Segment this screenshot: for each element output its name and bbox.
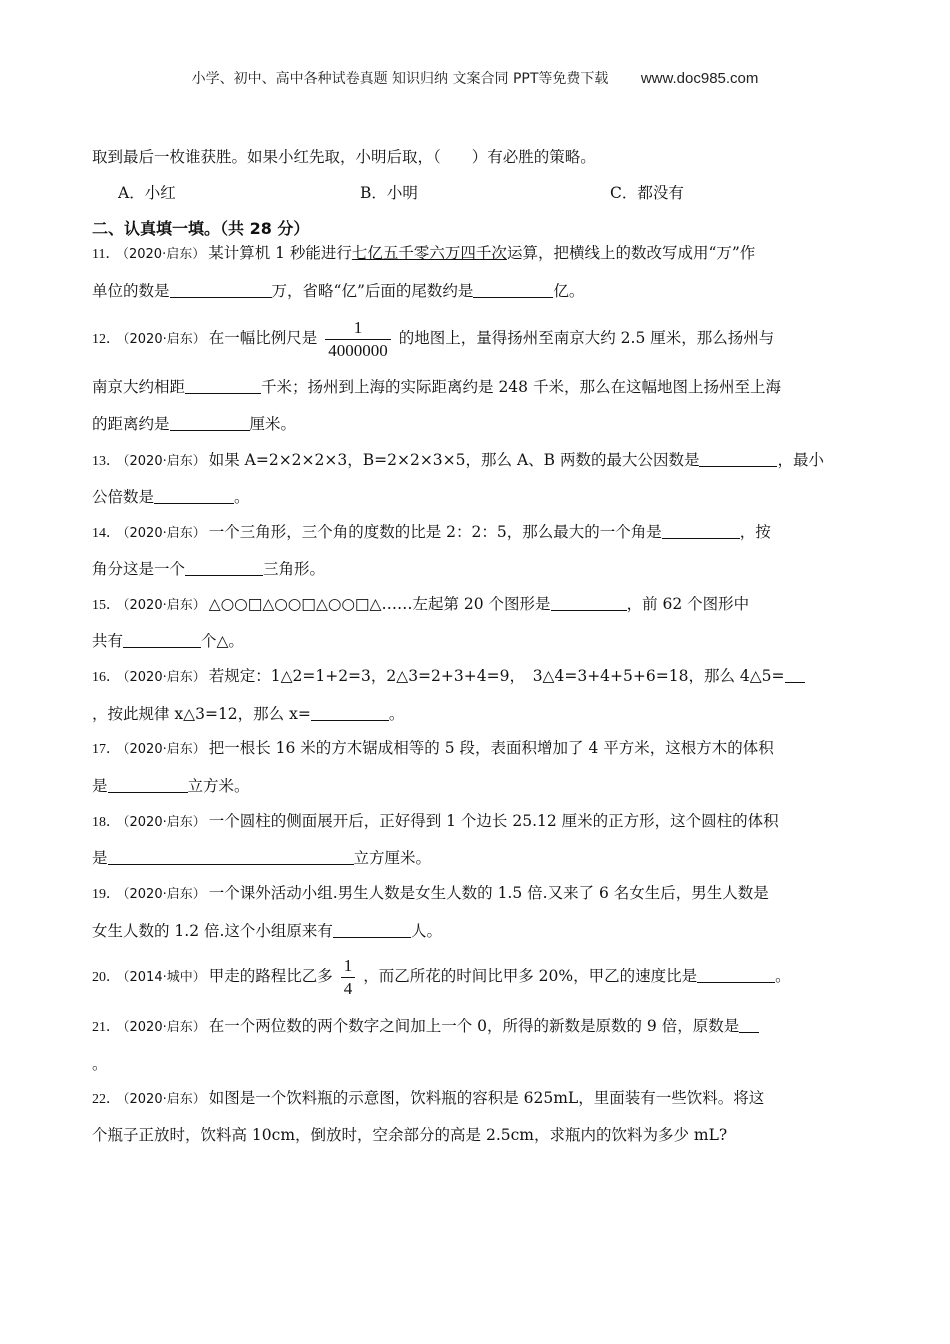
answer-blank[interactable] — [123, 631, 201, 648]
q19-source: （2020·启东） — [123, 887, 206, 902]
answer-blank[interactable] — [739, 1016, 759, 1033]
q10-option-b: B．小明 — [360, 184, 418, 202]
q11-text-b: 运算，把横线上的数改写成用“万”作 — [506, 244, 756, 262]
q11-underlined: 七亿五千零六万四千次 — [351, 244, 507, 262]
q22-text-c: 个瓶子正放时，饮料高 10cm，倒放时，空余部分的高是 2.5cm，求瓶内的饮料为多少 mL? — [92, 1126, 728, 1144]
answer-blank[interactable] — [185, 377, 261, 394]
q11-text-a: 某计算机 1 秒能进行 — [208, 244, 352, 262]
q11-source: （2020·启东） — [122, 247, 206, 262]
q14-line1 — [92, 521, 862, 545]
q16-line2 — [92, 703, 862, 725]
q12-text-b: 的地图上，量得扬州至南京大约 2.5 厘米，那么扬州与 — [398, 329, 775, 347]
answer-blank[interactable] — [473, 281, 553, 298]
q15-line1 — [92, 593, 862, 617]
q22-line1 — [92, 1087, 862, 1111]
q22-number: 22． — [92, 1092, 120, 1107]
q14-text-c: 角分这是一个 — [92, 560, 186, 578]
q13-source: （2020·启东） — [123, 454, 206, 469]
q16-number: 16． — [92, 670, 120, 685]
q13-text-d: 。 — [234, 488, 250, 506]
q18-text-d: 立方厘米。 — [353, 849, 432, 867]
q20-text-a: 甲走的路程比乙多 — [208, 967, 333, 985]
q18-line1 — [92, 810, 862, 834]
q16-source: （2020·启东） — [123, 670, 206, 685]
q14-source: （2020·启东） — [123, 526, 206, 541]
answer-blank[interactable] — [699, 450, 777, 467]
q10-option-a: A．小红 — [118, 184, 176, 202]
answer-blank[interactable] — [154, 487, 234, 504]
q17-text-a: 把一根长 16 米的方木锯成相等的 5 段，表面积增加了 4 平方米，这根方木的体积 — [208, 739, 774, 757]
q18-line2 — [92, 847, 862, 869]
q10-line — [92, 146, 862, 168]
quarter-fraction — [341, 955, 356, 1000]
header-text: 小学、初中、高中各种试卷真题 知识归纳 文案合同 PPT等免费下载 — [191, 71, 609, 87]
q15-source: （2020·启东） — [123, 598, 206, 613]
q12-text-f: 厘米。 — [249, 415, 297, 433]
q15-text-b: ，前 62 个图形中 — [626, 595, 750, 613]
answer-blank[interactable] — [333, 921, 411, 938]
q11-text-c: 单位的数是 — [92, 282, 170, 300]
q18-text-c: 是 — [92, 849, 108, 867]
q16-text-c: ，按此规律 x△3=12，那么 x= — [92, 705, 311, 723]
fraction-numerator: 1 — [325, 317, 391, 340]
q21-text-c: 。 — [92, 1055, 108, 1073]
q19-text-d: 人。 — [410, 922, 442, 940]
q21-source: （2020·启东） — [123, 1020, 206, 1035]
q12-text-d: 千米；扬州到上海的实际距离约是 248 千米，那么在这幅地图上扬州至上海 — [261, 378, 781, 396]
q21-line2 — [92, 1053, 862, 1075]
q19-line1 — [92, 882, 862, 906]
q12-text-c: 南京大约相距 — [92, 378, 186, 396]
answer-blank[interactable] — [785, 666, 805, 683]
q14-line2 — [92, 558, 862, 580]
q12-line2 — [92, 376, 862, 398]
q22-text-a: 如图是一个饮料瓶的示意图，饮料瓶的容积是 625mL，里面装有一些饮料。将这 — [208, 1089, 765, 1107]
q12-number: 12． — [92, 332, 120, 347]
section-title: 二、认真填一填。（共 28 分） — [92, 219, 310, 238]
q20-source: （2014·城中） — [123, 970, 206, 985]
q15-number: 15． — [92, 598, 120, 613]
q17-source: （2020·启东） — [123, 742, 206, 757]
q20-line1 — [92, 954, 862, 1000]
q13-number: 13． — [92, 454, 120, 469]
q17-text-c: 是 — [92, 777, 108, 795]
q12-source: （2020·启东） — [123, 332, 206, 347]
q19-text-a: 一个课外活动小组.男生人数是女生人数的 1.5 倍.又来了 6 名女生后，男生人数是 — [208, 884, 769, 902]
q14-text-b: ，按 — [739, 523, 771, 541]
q19-text-c: 女生人数的 1.2 倍.这个小组原来有 — [92, 922, 333, 940]
header-url: www.doc985.com — [640, 70, 759, 87]
q11-line2 — [92, 280, 862, 302]
q18-text-a: 一个圆柱的侧面展开后，正好得到 1 个边长 25.12 厘米的正方形，这个圆柱的体积 — [208, 812, 779, 830]
q15-text-d: 个△。 — [201, 632, 244, 650]
answer-blank[interactable] — [108, 848, 354, 865]
answer-blank[interactable] — [662, 522, 740, 539]
answer-blank[interactable] — [185, 559, 263, 576]
q11-number: 11． — [92, 247, 120, 262]
q20-number: 20． — [92, 970, 120, 985]
q14-text-a: 一个三角形，三个角的度数的比是 2：2：5，那么最大的一个角是 — [208, 523, 662, 541]
q21-number: 21． — [92, 1020, 120, 1035]
q12-line3 — [92, 413, 862, 435]
answer-blank[interactable] — [551, 594, 627, 611]
q20-text-b: ，而乙所花的时间比甲多 20%，甲乙的速度比是 — [363, 967, 698, 985]
q18-source: （2020·启东） — [123, 815, 206, 830]
q21-line1 — [92, 1015, 862, 1039]
q15-text-a: △○○□△○○□△○○□△……左起第 20 个图形是 — [208, 595, 551, 613]
q21-text-a: 在一个两位数的两个数字之间加上一个 0，所得的新数是原数的 9 倍，原数是 — [208, 1017, 740, 1035]
q17-line1 — [92, 737, 862, 761]
q11-text-e: 亿。 — [553, 282, 585, 300]
q10-option-c: C．都没有 — [610, 184, 684, 202]
page-header — [0, 68, 950, 88]
q10-text: 取到最后一枚谁获胜。如果小红先取，小明后取，（ ）有必胜的策略。 — [92, 148, 596, 166]
q14-number: 14． — [92, 526, 120, 541]
answer-blank[interactable] — [108, 776, 188, 793]
fraction-numerator: 1 — [341, 955, 356, 978]
answer-blank[interactable] — [697, 966, 775, 983]
q11-text-d: 万，省略“亿”后面的尾数约是 — [271, 282, 474, 300]
q15-text-c: 共有 — [92, 632, 124, 650]
q16-text-a: 若规定：1△2=1+2=3，2△3=2+3+4=9， 3△4=3+4+5+6=18，那么 4△5= — [208, 667, 785, 685]
q15-line2 — [92, 630, 862, 652]
q20-text-d: 。 — [775, 967, 791, 985]
answer-blank[interactable] — [170, 414, 250, 431]
answer-blank[interactable] — [311, 704, 389, 721]
q12-text-e: 的距离约是 — [92, 415, 170, 433]
q13-text-b: ，最小 — [777, 451, 824, 469]
scale-fraction — [325, 317, 391, 362]
q19-number: 19． — [92, 887, 120, 902]
q22-line2 — [92, 1124, 862, 1146]
answer-blank[interactable] — [170, 281, 272, 298]
q14-text-d: 三角形。 — [263, 560, 326, 578]
q13-line2 — [92, 486, 862, 508]
q13-line1 — [92, 449, 862, 473]
q18-number: 18． — [92, 815, 120, 830]
q16-line1 — [92, 665, 862, 689]
fraction-denominator: 4 — [343, 978, 353, 998]
q13-text-c: 公倍数是 — [92, 488, 155, 506]
fraction-denominator: 4000000 — [328, 340, 388, 360]
q22-source: （2020·启东） — [123, 1092, 206, 1107]
q17-number: 17． — [92, 742, 120, 757]
q12-text-a: 在一幅比例尺是 — [208, 329, 318, 347]
q12-line1 — [92, 316, 862, 362]
q13-text-a: 如果 A=2×2×2×3，B=2×2×3×5，那么 A、B 两数的最大公因数是 — [208, 451, 700, 469]
q19-line2 — [92, 920, 862, 942]
q17-text-d: 立方米。 — [187, 777, 250, 795]
q16-text-d: 。 — [388, 705, 405, 723]
q17-line2 — [92, 775, 862, 797]
q11-line1 — [92, 242, 862, 266]
